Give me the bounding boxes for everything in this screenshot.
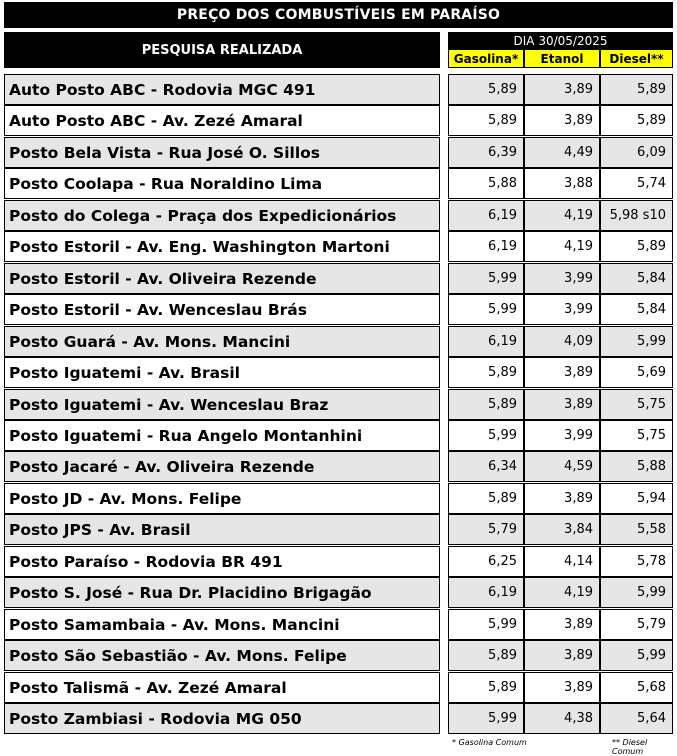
etanol-price-cell: 3,89 bbox=[524, 640, 600, 671]
diesel-price-cell: 5,98 s10 bbox=[600, 200, 673, 231]
station-name-cell: Posto S. José - Rua Dr. Placidino Brigagão bbox=[4, 577, 440, 608]
etanol-price-cell: 4,14 bbox=[524, 546, 600, 577]
etanol-price-cell: 3,99 bbox=[524, 294, 600, 325]
station-name-cell: Posto Samambaia - Av. Mons. Mancini bbox=[4, 609, 440, 640]
station-name-cell: Posto Bela Vista - Rua José O. Sillos bbox=[4, 137, 440, 168]
gasolina-price-cell: 5,99 bbox=[448, 263, 524, 294]
etanol-price-cell: 3,89 bbox=[524, 357, 600, 388]
gasolina-price-cell: 5,99 bbox=[448, 294, 524, 325]
etanol-price-cell: 4,09 bbox=[524, 326, 600, 357]
date-header: DIA 30/05/2025 bbox=[448, 32, 673, 49]
station-name-cell: Posto Estoril - Av. Oliveira Rezende bbox=[4, 263, 440, 294]
diesel-price-cell: 5,84 bbox=[600, 263, 673, 294]
gasolina-price-cell: 5,89 bbox=[448, 389, 524, 420]
diesel-price-cell: 5,88 bbox=[600, 451, 673, 482]
diesel-price-cell: 5,78 bbox=[600, 546, 673, 577]
table-row bbox=[4, 357, 673, 388]
diesel-price-cell: 5,89 bbox=[600, 74, 673, 105]
station-name-cell: Posto Talismã - Av. Zezé Amaral bbox=[4, 672, 440, 703]
etanol-price-cell: 3,89 bbox=[524, 74, 600, 105]
etanol-price-cell: 3,99 bbox=[524, 263, 600, 294]
gasolina-price-cell: 5,99 bbox=[448, 609, 524, 640]
station-name-cell: Posto Coolapa - Rua Noraldino Lima bbox=[4, 168, 440, 199]
station-name-cell: Posto Iguatemi - Av. Brasil bbox=[4, 357, 440, 388]
etanol-price-cell: 4,38 bbox=[524, 703, 600, 734]
gasolina-header: Gasolina* bbox=[448, 49, 524, 68]
table-row bbox=[4, 483, 673, 514]
station-name-cell: Posto do Colega - Praça dos Expedicionários bbox=[4, 200, 440, 231]
etanol-price-cell: 3,84 bbox=[524, 514, 600, 545]
gasolina-price-cell: 5,99 bbox=[448, 420, 524, 451]
diesel-price-cell: 5,79 bbox=[600, 609, 673, 640]
table-row bbox=[4, 263, 673, 294]
footnote-diesel: ** Diesel Comum bbox=[612, 738, 648, 756]
station-name-cell: Posto Iguatemi - Av. Wenceslau Braz bbox=[4, 389, 440, 420]
diesel-price-cell: 5,89 bbox=[600, 105, 673, 136]
table-row bbox=[4, 640, 673, 671]
diesel-price-cell: 5,94 bbox=[600, 483, 673, 514]
diesel-price-cell: 5,75 bbox=[600, 389, 673, 420]
table-row bbox=[4, 294, 673, 325]
gasolina-price-cell: 6,34 bbox=[448, 451, 524, 482]
diesel-price-cell: 5,99 bbox=[600, 326, 673, 357]
station-name-cell: Posto Iguatemi - Rua Angelo Montanhini bbox=[4, 420, 440, 451]
diesel-header: Diesel** bbox=[600, 49, 673, 68]
table-row bbox=[4, 74, 673, 105]
diesel-price-cell: 5,58 bbox=[600, 514, 673, 545]
gasolina-price-cell: 5,89 bbox=[448, 105, 524, 136]
etanol-price-cell: 3,89 bbox=[524, 672, 600, 703]
gasolina-price-cell: 5,89 bbox=[448, 74, 524, 105]
table-row bbox=[4, 546, 673, 577]
station-name-cell: Posto Paraíso - Rodovia BR 491 bbox=[4, 546, 440, 577]
diesel-price-cell: 5,89 bbox=[600, 231, 673, 262]
diesel-price-cell: 6,09 bbox=[600, 137, 673, 168]
etanol-price-cell: 3,99 bbox=[524, 420, 600, 451]
gasolina-price-cell: 5,79 bbox=[448, 514, 524, 545]
etanol-price-cell: 3,88 bbox=[524, 168, 600, 199]
diesel-price-cell: 5,75 bbox=[600, 420, 673, 451]
gasolina-price-cell: 6,19 bbox=[448, 200, 524, 231]
station-name-cell: Posto Zambiasi - Rodovia MG 050 bbox=[4, 703, 440, 734]
etanol-price-cell: 4,49 bbox=[524, 137, 600, 168]
table-row bbox=[4, 672, 673, 703]
gasolina-price-cell: 5,89 bbox=[448, 483, 524, 514]
gasolina-price-cell: 5,89 bbox=[448, 357, 524, 388]
diesel-price-cell: 5,68 bbox=[600, 672, 673, 703]
table-row bbox=[4, 420, 673, 451]
table-row bbox=[4, 577, 673, 608]
gasolina-price-cell: 6,19 bbox=[448, 231, 524, 262]
diesel-price-cell: 5,99 bbox=[600, 577, 673, 608]
station-name-cell: Posto São Sebastião - Av. Mons. Felipe bbox=[4, 640, 440, 671]
table-row bbox=[4, 326, 673, 357]
diesel-price-cell: 5,64 bbox=[600, 703, 673, 734]
table-row bbox=[4, 137, 673, 168]
etanol-price-cell: 4,19 bbox=[524, 577, 600, 608]
footnote-gasolina: * Gasolina Comum bbox=[452, 738, 527, 747]
table-row bbox=[4, 168, 673, 199]
gasolina-price-cell: 5,89 bbox=[448, 672, 524, 703]
gasolina-price-cell: 5,89 bbox=[448, 640, 524, 671]
etanol-price-cell: 3,89 bbox=[524, 105, 600, 136]
etanol-price-cell: 4,59 bbox=[524, 451, 600, 482]
table-row bbox=[4, 451, 673, 482]
diesel-price-cell: 5,99 bbox=[600, 640, 673, 671]
pesquisa-header: PESQUISA REALIZADA bbox=[4, 32, 440, 68]
station-name-cell: Posto Estoril - Av. Eng. Washington Martoni bbox=[4, 231, 440, 262]
etanol-price-cell: 3,89 bbox=[524, 483, 600, 514]
table-row bbox=[4, 105, 673, 136]
gasolina-price-cell: 5,88 bbox=[448, 168, 524, 199]
gasolina-price-cell: 6,19 bbox=[448, 326, 524, 357]
etanol-header: Etanol bbox=[524, 49, 600, 68]
station-name-cell: Auto Posto ABC - Rodovia MGC 491 bbox=[4, 74, 440, 105]
gasolina-price-cell: 6,19 bbox=[448, 577, 524, 608]
gasolina-price-cell: 6,39 bbox=[448, 137, 524, 168]
table-row bbox=[4, 200, 673, 231]
station-name-cell: Posto Guará - Av. Mons. Mancini bbox=[4, 326, 440, 357]
etanol-price-cell: 3,89 bbox=[524, 389, 600, 420]
station-name-cell: Posto Estoril - Av. Wenceslau Brás bbox=[4, 294, 440, 325]
station-name-cell: Posto Jacaré - Av. Oliveira Rezende bbox=[4, 451, 440, 482]
table-row bbox=[4, 703, 673, 734]
station-name-cell: Posto JPS - Av. Brasil bbox=[4, 514, 440, 545]
table-row bbox=[4, 231, 673, 262]
diesel-price-cell: 5,84 bbox=[600, 294, 673, 325]
table-row bbox=[4, 609, 673, 640]
page-title: PREÇO DOS COMBUSTÍVEIS EM PARAÍSO bbox=[4, 2, 673, 28]
etanol-price-cell: 4,19 bbox=[524, 200, 600, 231]
diesel-price-cell: 5,74 bbox=[600, 168, 673, 199]
gasolina-price-cell: 5,99 bbox=[448, 703, 524, 734]
gasolina-price-cell: 6,25 bbox=[448, 546, 524, 577]
diesel-price-cell: 5,69 bbox=[600, 357, 673, 388]
table-row bbox=[4, 514, 673, 545]
table-row bbox=[4, 389, 673, 420]
station-name-cell: Posto JD - Av. Mons. Felipe bbox=[4, 483, 440, 514]
station-name-cell: Auto Posto ABC - Av. Zezé Amaral bbox=[4, 105, 440, 136]
etanol-price-cell: 4,19 bbox=[524, 231, 600, 262]
etanol-price-cell: 3,89 bbox=[524, 609, 600, 640]
